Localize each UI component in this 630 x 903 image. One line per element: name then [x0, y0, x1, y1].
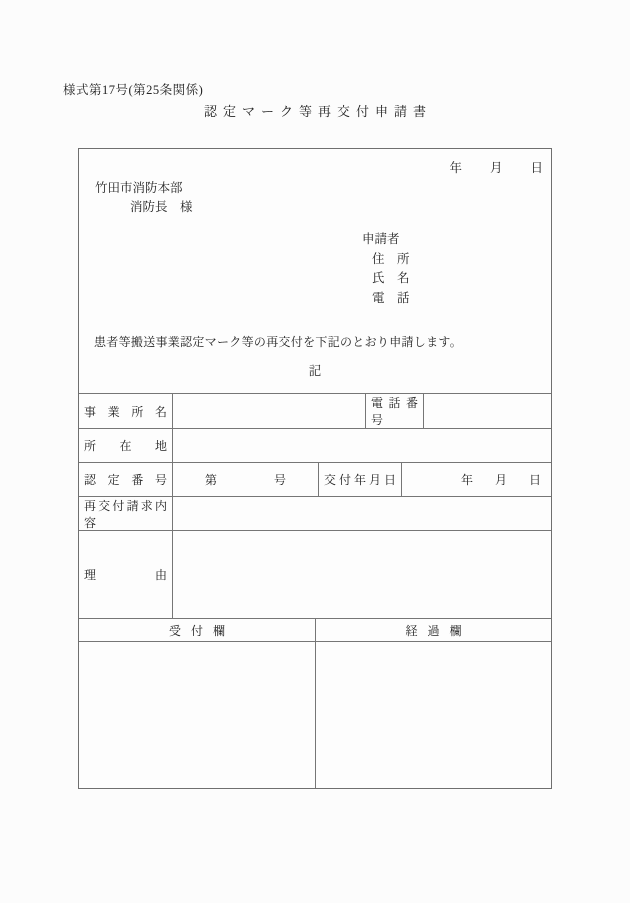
issue-date-value-cell [402, 463, 551, 496]
applicant-phone-label: 電 話 [372, 290, 410, 305]
phone-number-label-cell: 電話番号 [366, 394, 424, 428]
applicant-name-label: 氏 名 [372, 271, 410, 285]
address-value-cell [173, 429, 551, 462]
addressee-title: 消防長 様 [130, 200, 193, 214]
table-row-reason [79, 531, 551, 619]
year-label: 年 [449, 161, 462, 175]
submission-date-line [449, 158, 543, 176]
applicant-address-label: 住 所 [372, 251, 410, 266]
month-label: 月 [489, 161, 503, 175]
reissue-content-value-cell [173, 497, 551, 530]
reason-label-cell: 理由 [79, 531, 173, 618]
reason-value-cell [173, 531, 551, 618]
progress-box-cell [316, 642, 551, 788]
table-row-office-boxes [79, 642, 551, 788]
table-row-office-headers [79, 619, 551, 642]
application-detail-table [79, 393, 551, 788]
business-name-value-cell [173, 394, 366, 428]
table-row-reissue-content [79, 497, 551, 531]
table-row-cert-number [79, 463, 551, 497]
issue-date-label-cell: 交付年月日 [319, 463, 402, 496]
applicant-block [362, 230, 410, 308]
address-label-cell: 所在地 [79, 429, 173, 462]
addressee-block [95, 179, 193, 217]
cert-number-prefix: 第 [205, 473, 274, 487]
cert-number-value-cell [173, 463, 319, 496]
business-name-label-cell: 事業所名 [79, 394, 173, 428]
progress-column-header: 経過欄 [405, 623, 472, 638]
phone-number-value-cell [424, 394, 551, 428]
table-row-business-name [79, 394, 551, 429]
application-statement: 患者等搬送事業認定マーク等の再交付を下記のとおり申請します。 [94, 335, 463, 349]
addressee-organization: 竹田市消防本部 [95, 181, 183, 195]
issue-month-label: 月 [494, 473, 507, 487]
day-label: 日 [530, 161, 543, 175]
form-title: 認定マーク等再交付申請書 [203, 104, 432, 119]
cert-number-suffix: 号 [273, 473, 286, 487]
ki-heading: 記 [308, 364, 322, 378]
issue-year-label: 年 [460, 473, 473, 487]
applicant-label: 申請者 [362, 232, 400, 246]
reception-column-header: 受付欄 [79, 619, 316, 641]
reissue-content-label-cell: 再交付請求内容 [79, 497, 173, 530]
reception-box-cell [79, 642, 316, 788]
application-form-box [78, 148, 552, 789]
cert-number-label-cell: 認定番号 [79, 463, 173, 496]
table-row-address [79, 429, 551, 463]
issue-day-label: 日 [528, 473, 541, 487]
form-number: 様式第17号(第25条関係) [63, 83, 204, 97]
